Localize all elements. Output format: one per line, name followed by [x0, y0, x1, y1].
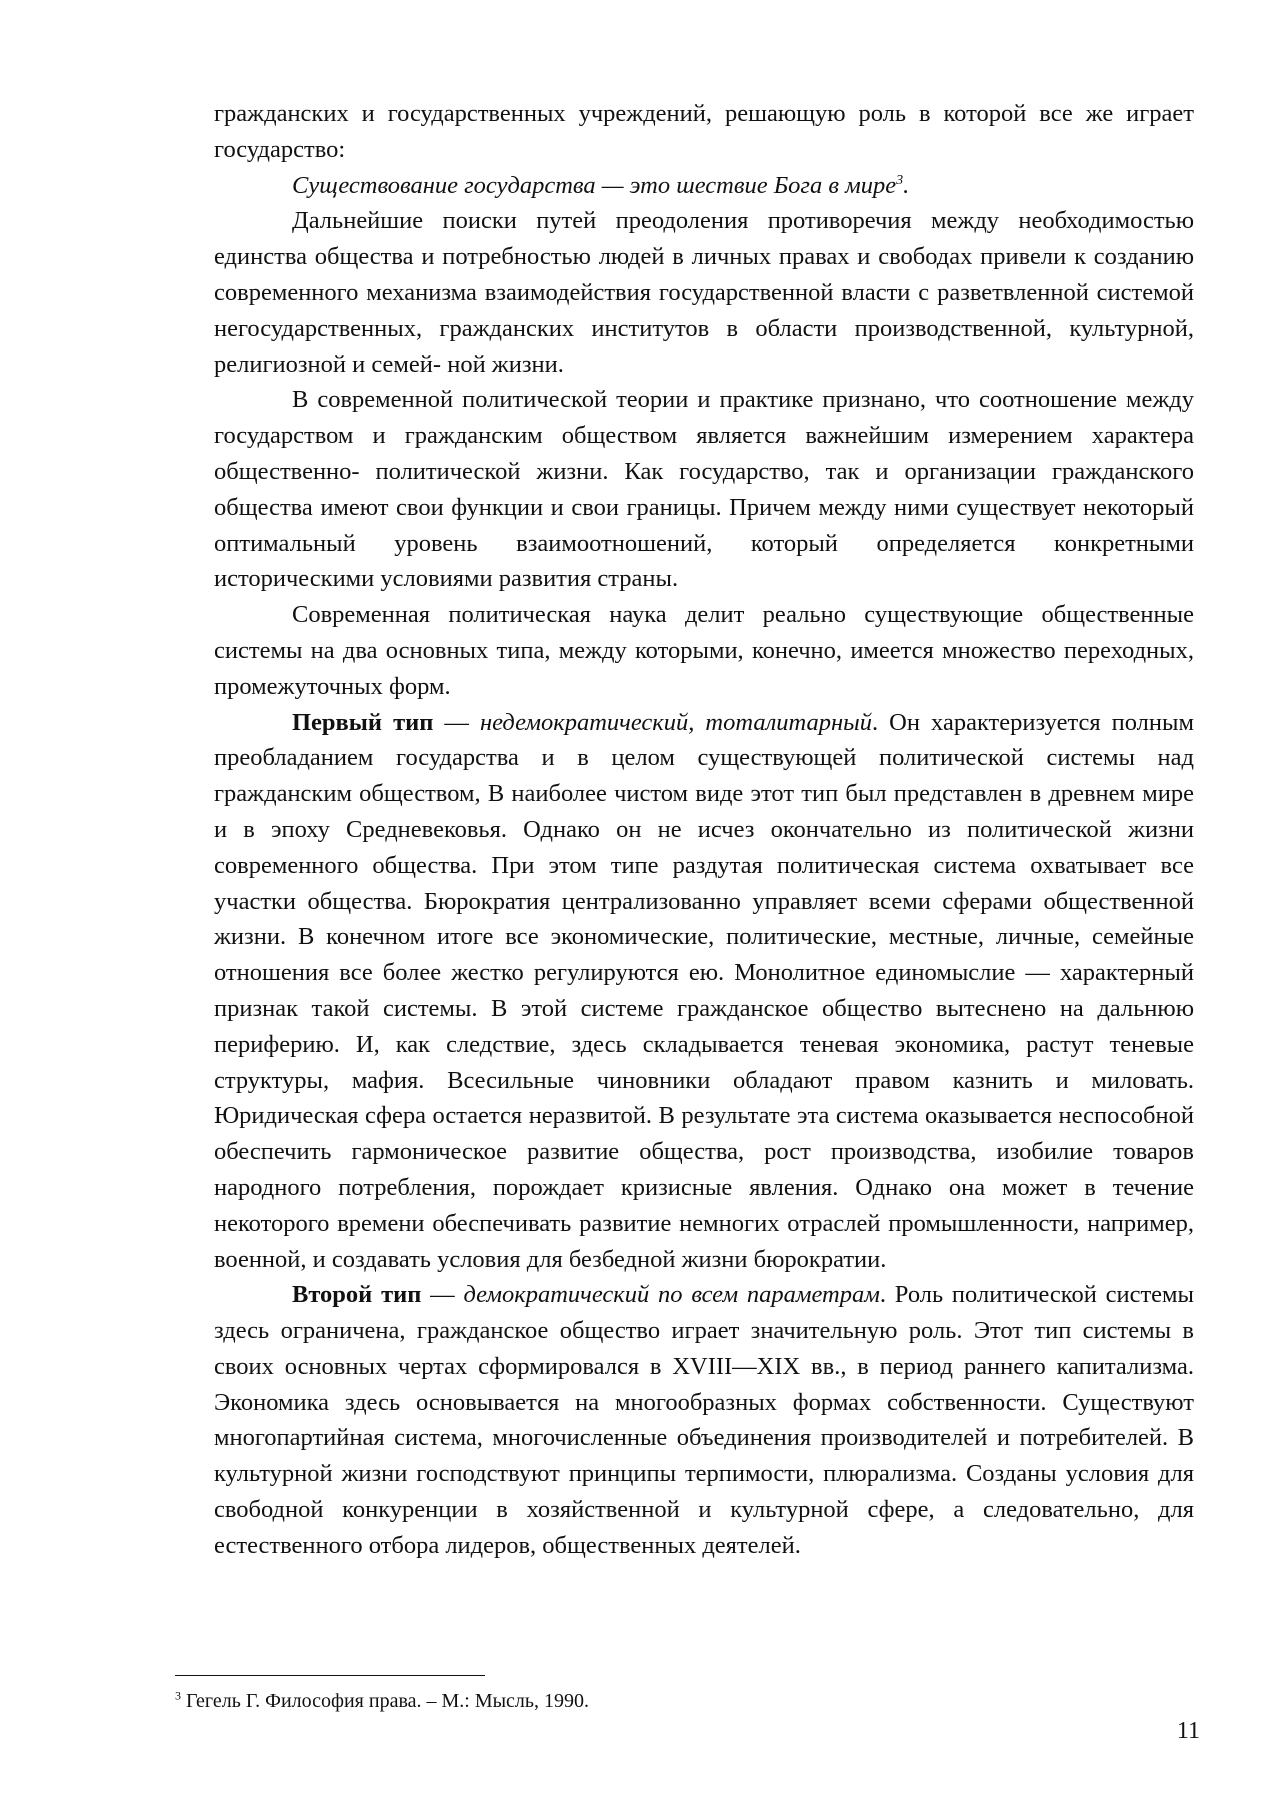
second-type-dash: — [421, 1281, 464, 1309]
paragraph-modern-theory: В современной политической теории и практике признано, что соотношение между государством и гражданским обществом является важнейшим измерением характера общественно- политической жизни. Как государство, так и организации гражданского общества имеют свои функции и свои границы. Причем между ними существует некоторый оптимальный уровень взаимоотношений, который определяется конкретными историческими условиями развития страны. [214, 386, 1194, 593]
paragraph-first-type [214, 705, 1194, 1278]
paragraph-two-types: Современная политическая наука делит реально существующие общественные системы на два основных типа, между которыми, конечно, имеется множество переходных, промежуточных форм. [214, 601, 1194, 700]
footnote [175, 1688, 1075, 1714]
first-type-definition: недемократический, тоталитарный [479, 708, 872, 736]
second-type-description: . Роль политической системы здесь ограничена, гражданское общество играет значительную роль. Этот тип системы в своих основных чертах сформировался в XVIII—XIX вв., в период раннего капитализма. Экономика здесь основывается на многообразных формах собственности. Существуют многопартийная система, многочисленные объединения производителей и потребителей. В культурной жизни господствуют принципы терпимости, плюрализма. Созданы условия для свободной конкуренции в хозяйственной и культурной сфере, а следовательно, для естественного отбора лидеров, общественных деятелей. [214, 1281, 1195, 1559]
footnote-marker: 3 [175, 1688, 181, 1703]
first-type-heading: Первый тип [292, 708, 434, 736]
paragraph-second-type [214, 1277, 1194, 1563]
footnote-reference[interactable]: 3 [896, 172, 904, 188]
page-number: 11 [1176, 1718, 1200, 1744]
first-type-dash: — [433, 708, 480, 736]
body-text [214, 96, 1194, 1564]
quote-period: . [903, 171, 910, 199]
paragraph-further-search: Дальнейшие поиски путей преодоления противоречия между необходимостью единства общества и потребностью людей в личных правах и свободах привели к созданию современного механизма взаимодействия государственной власти с разветвленной системой негосударственных, гражданских институтов в области производственной, культурной, религиозной и семей- ной жизни. [214, 207, 1194, 378]
paragraph-continuation: гражданских и государственных учреждений, решающую роль в которой все же играет государство: [214, 100, 1194, 163]
footnote-text: Гегель Г. Философия права. – М.: Мысль, 1990. [181, 1690, 590, 1712]
first-type-description: . Он характеризуется полным преобладанием государства и в целом существующей политической системы над гражданским обществом, В наиболее чистом виде этот тип был представлен в древнем мире и в эпоху Средневековья. Однако он не исчез окончательно из политической жизни современного общества. При этом типе раздутая политическая система охватывает все участки общества. Бюрократия централизованно управляет всеми сферами общественной жизни. В конечном итоге все экономические, политические, местные, личные, семейные отношения все более жестко регулируются ею. Монолитное единомыслие — характерный признак такой системы. В этой системе гражданское общество вытеснено на дальнюю периферию. И, как следствие, здесь складывается теневая экономика, растут теневые структуры, мафия. Всесильные чиновники обладают правом казнить и миловать. Юридическая сфера остается неразвитой. В результате эта система оказывается неспособной обеспечить гармоническое развитие общества, рост производства, изобилие товаров народного потребления, порождает кризисные явления. Однако она может в течение некоторого времени обеспечивать развитие немногих отраслей промышленности, например, военной, и создавать условия для безбедной жизни бюрократии. [214, 708, 1194, 1273]
second-type-heading: Второй тип [292, 1281, 422, 1309]
quote-text: Существование государства — это шествие Бога в мире [292, 171, 897, 199]
hegel-quote [214, 168, 1194, 204]
second-type-definition: демократический по всем параметрам [463, 1281, 880, 1309]
footnote-separator [175, 1675, 485, 1676]
